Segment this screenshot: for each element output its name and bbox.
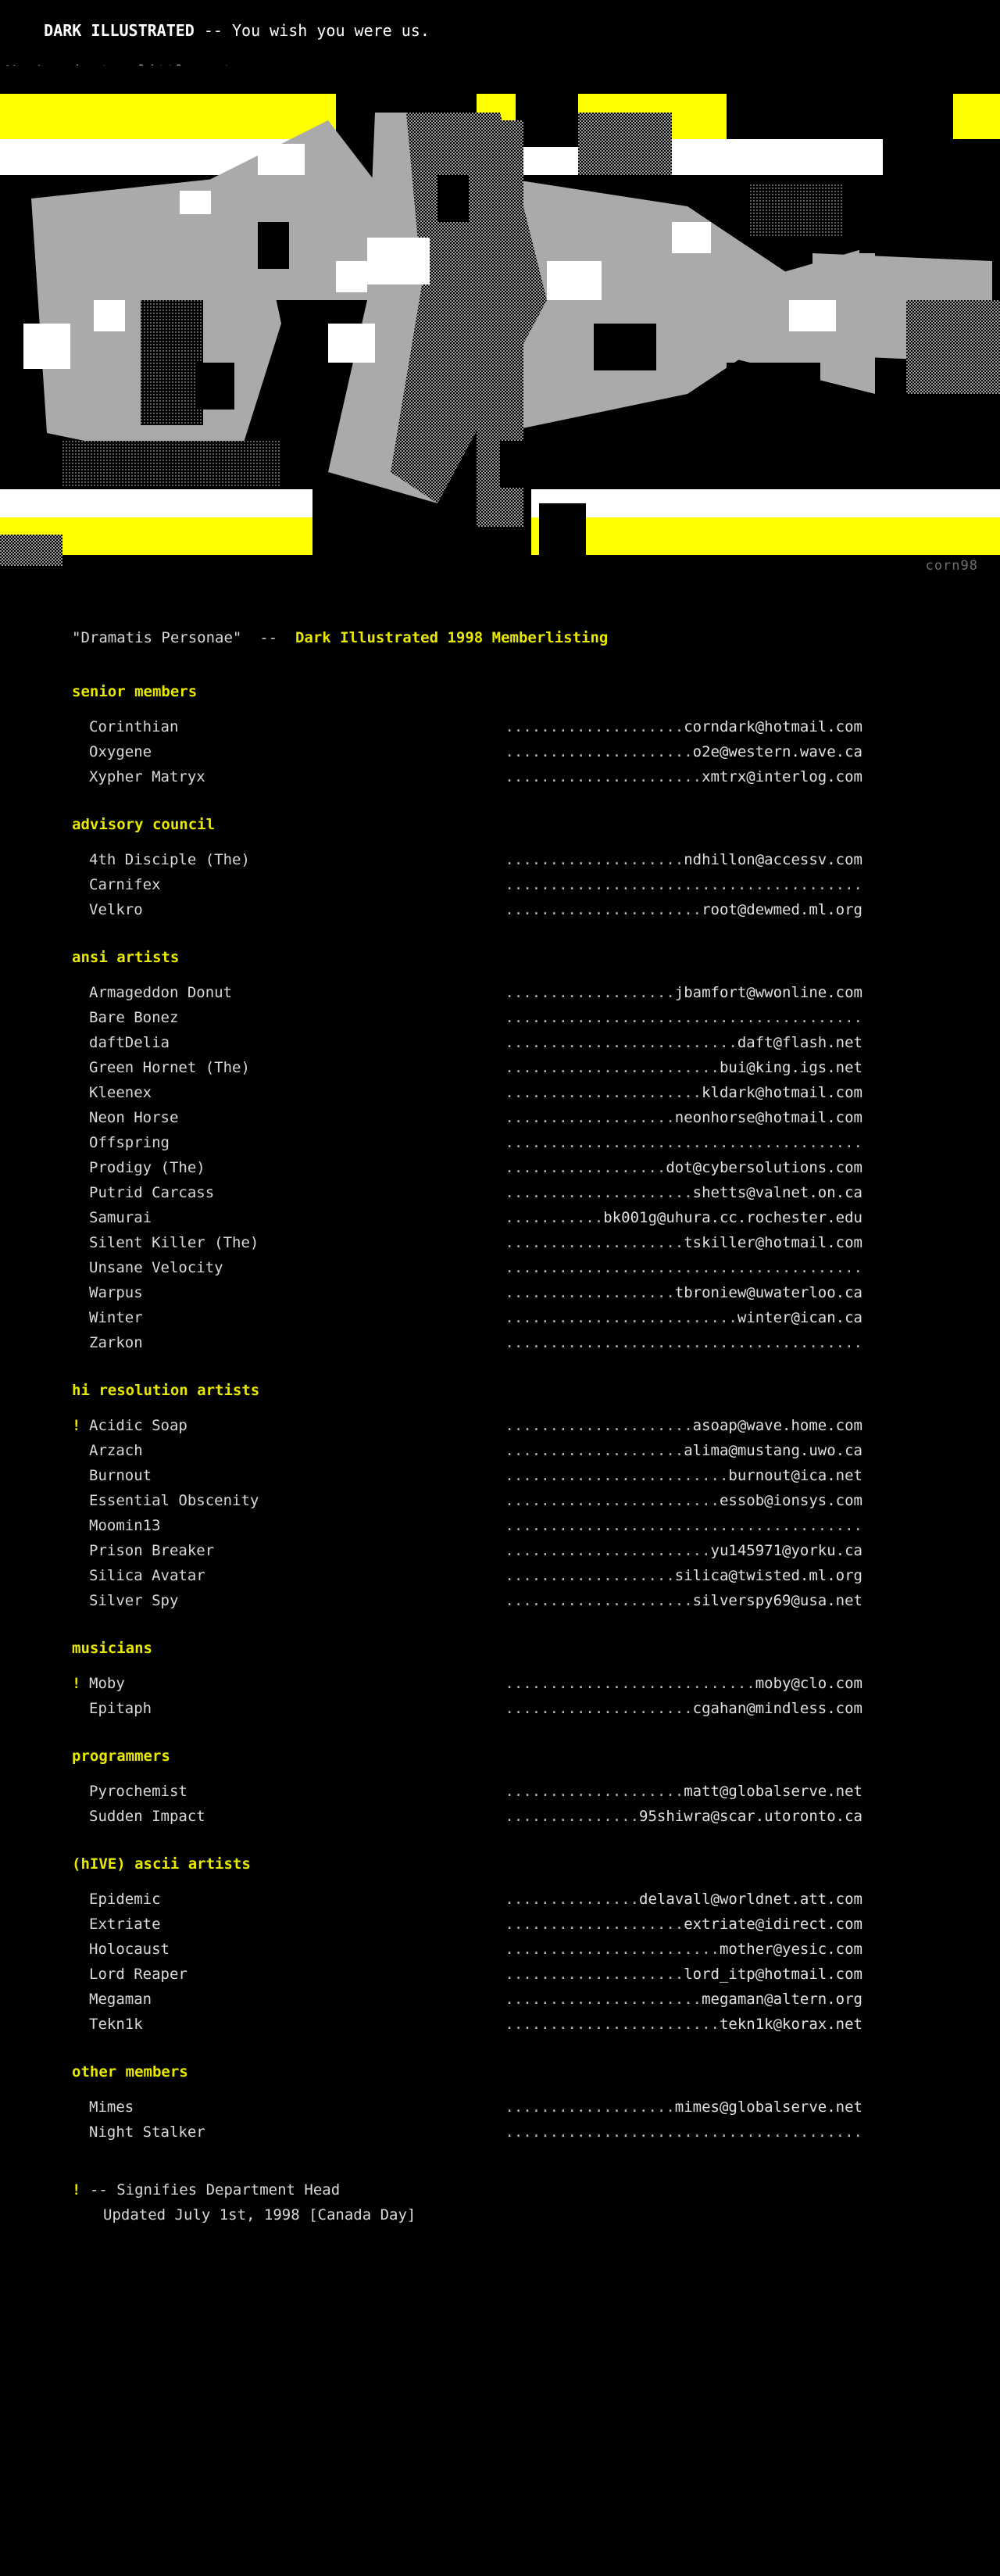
member-row [72,714,1000,739]
row-marker-spacer [72,1305,89,1330]
row-marker-spacer [72,847,89,872]
row-marker-spacer [72,1180,89,1205]
member-email-cell [409,1463,862,1488]
member-email-cell [409,1887,862,1912]
member-email[interactable]: tekn1k@korax.net [719,2016,862,2033]
leader-dots: ........................ [505,1492,720,1509]
member-email-cell [409,1130,862,1155]
member-email-cell [409,1330,862,1355]
member-name: Moomin13 [89,1517,161,1534]
member-email[interactable]: winter@ican.ca [737,1309,862,1326]
member-name: Mimes [89,2098,134,2116]
member-row [72,1255,1000,1280]
member-name: Burnout [89,1467,152,1484]
member-email[interactable]: yu145971@yorku.ca [710,1542,862,1559]
member-email-cell [409,714,862,739]
section [0,813,1000,922]
leader-dots: .................... [505,851,684,868]
member-email[interactable]: 95shiwra@scar.utoronto.ca [639,1808,862,1825]
section [0,2060,1000,2145]
member-name: Bare Bonez [89,1009,179,1026]
member-row [72,2095,1000,2120]
leader-dots: ................... [505,2098,675,2116]
row-marker-spacer [72,714,89,739]
leader-dots: ................... [505,1567,675,1584]
member-email[interactable]: extriate@idirect.com [684,1916,862,1933]
member-name: Acidic Soap [89,1417,188,1434]
member-name: Night Stalker [89,2123,205,2141]
leader-dots: ....................... [505,1542,711,1559]
member-name: Lord Reaper [89,1966,188,1983]
member-email-cell [409,1937,862,1962]
member-row [72,1912,1000,1937]
member-rows [72,1779,1000,1829]
leader-dots: ...................... [505,901,702,918]
section [0,946,1000,1355]
leader-dots: ........................................ [505,876,862,893]
member-row [72,1080,1000,1105]
member-email-cell [409,1055,862,1080]
row-marker-spacer [72,1255,89,1280]
member-rows [72,2095,1000,2145]
row-marker-spacer [72,1230,89,1255]
member-email[interactable]: silverspy69@usa.net [692,1592,862,1609]
member-email[interactable]: megaman@altern.org [702,1991,862,2008]
leader-dots: ........................................ [505,1134,862,1151]
member-row [72,1779,1000,1804]
memberlist-body [0,625,1000,2274]
member-name: Xypher Matryx [89,768,205,785]
leader-dots: ......................... [505,1467,729,1484]
member-row [72,1055,1000,1080]
member-row [72,1030,1000,1055]
leader-dots: ............... [505,1891,640,1908]
member-email[interactable]: delavall@worldnet.att.com [639,1891,862,1908]
member-email[interactable]: mother@yesic.com [719,1941,862,1958]
member-email[interactable]: tbroniew@uwaterloo.ca [674,1284,862,1301]
leader-dots: ........................................ [505,2123,862,2141]
row-marker-spacer [72,1912,89,1937]
member-email[interactable]: cgahan@mindless.com [692,1700,862,1717]
member-email[interactable]: corndark@hotmail.com [684,718,862,735]
member-row [72,980,1000,1005]
section [0,1744,1000,1829]
leader-dots: .................... [505,1916,684,1933]
row-marker-spacer [72,1987,89,2012]
row-marker-spacer [72,980,89,1005]
member-name: Essential Obscenity [89,1492,259,1509]
member-name: Armageddon Donut [89,984,233,1001]
member-email[interactable]: burnout@ica.net [728,1467,862,1484]
member-email-cell [409,1779,862,1804]
member-row [72,1413,1000,1438]
row-marker-spacer [72,1513,89,1538]
member-name: Kleenex [89,1084,152,1101]
leader-dots: .......................... [505,1034,738,1051]
member-email-cell [409,739,862,764]
artist-signature: corn98 [925,558,978,574]
member-email[interactable]: bk001g@uhura.cc.rochester.edu [603,1209,862,1226]
member-email[interactable]: asoap@wave.home.com [692,1417,862,1434]
member-email-cell [409,1588,862,1613]
section-title: musicians [72,1640,152,1657]
member-email-cell [409,2012,862,2037]
member-row [72,1463,1000,1488]
row-marker-spacer [72,1962,89,1987]
member-email-cell [409,1305,862,1330]
member-email[interactable]: o2e@western.wave.ca [692,743,862,760]
row-marker-spacer [72,1130,89,1155]
member-name: Zarkon [89,1334,143,1351]
leader-dots: ........................................ [505,1517,862,1534]
member-row [72,1962,1000,1987]
member-name: Velkro [89,901,143,918]
memberlist-heading [72,625,1000,650]
member-email[interactable]: jbamfort@wwonline.com [674,984,862,1001]
row-marker-spacer [72,1887,89,1912]
row-marker-spacer [72,1438,89,1463]
leader-dots: ........... [505,1209,604,1226]
member-rows [72,1413,1000,1613]
department-head-marker: ! [72,1675,81,1692]
member-row [72,1538,1000,1563]
leader-dots: .................... [505,1234,684,1251]
logo-svg [0,66,1000,566]
leader-dots: ..................... [505,1184,693,1201]
row-marker-spacer [72,1080,89,1105]
member-email-cell [409,1696,862,1721]
leader-dots: ..................... [505,1592,693,1609]
member-name: Extriate [89,1916,161,1933]
member-name: Samurai [89,1209,152,1226]
leader-dots: ..................... [505,1417,693,1434]
member-name: Arzach [89,1442,143,1459]
member-name: Pyrochemist [89,1783,188,1800]
section-title: programmers [72,1748,170,1765]
member-name: Oxygene [89,743,152,760]
member-rows [72,847,1000,922]
member-email-cell [409,1538,862,1563]
updated-line: Updated July 1st, 1998 [Canada Day] [103,2206,416,2224]
member-name: Holocaust [89,1941,170,1958]
member-row [72,1488,1000,1513]
member-name: Unsane Velocity [89,1259,223,1276]
member-rows [72,714,1000,789]
member-email[interactable]: shetts@valnet.on.ca [692,1184,862,1201]
member-row [72,1563,1000,1588]
member-email-cell [409,1671,862,1696]
member-email-cell [409,872,862,897]
member-email-cell [409,1005,862,1030]
department-head-marker: ! [72,1417,81,1434]
sections-container [0,680,1000,2145]
member-email-cell [409,1563,862,1588]
group-title: DARK ILLUSTRATED [44,21,195,40]
leader-dots: ............................ [505,1675,755,1692]
member-email[interactable]: mimes@globalserve.net [674,2098,862,2116]
member-email-cell [409,1438,862,1463]
member-email-cell [409,1804,862,1829]
member-email-cell [409,1030,862,1055]
row-marker-spacer [72,1030,89,1055]
row-marker-spacer [72,1280,89,1305]
leader-dots: .................... [505,1966,684,1983]
row-marker-spacer [72,1155,89,1180]
row-marker-spacer [72,1804,89,1829]
leader-dots: .......................... [505,1309,738,1326]
row-marker-spacer [72,1588,89,1613]
leader-dots: ................... [505,1109,675,1126]
member-name: Offspring [89,1134,170,1151]
row-marker-spacer [72,1779,89,1804]
section [0,680,1000,789]
leader-dots: .................. [505,1159,666,1176]
member-name: Prodigy (The) [89,1159,205,1176]
row-marker-spacer [72,1538,89,1563]
member-row [72,1130,1000,1155]
leader-dots: ........................ [505,1059,720,1076]
member-email[interactable]: neonhorse@hotmail.com [674,1109,862,1126]
leader-dots: ........................................ [505,1259,862,1276]
member-row [72,1230,1000,1255]
leader-dots: ...................... [505,1991,702,2008]
dramatis-quote: "Dramatis Personae" [72,629,242,646]
member-row [72,2012,1000,2037]
member-row [72,872,1000,897]
member-row [72,1305,1000,1330]
leader-dots: .................... [505,718,684,735]
member-name: Epitaph [89,1700,152,1717]
member-name: Neon Horse [89,1109,179,1126]
leader-dots: ...................... [505,768,702,785]
leader-dots: ................... [505,984,675,1001]
member-name: Moby [89,1675,125,1692]
section [0,1637,1000,1721]
row-marker-spacer [72,897,89,922]
member-row [72,1513,1000,1538]
member-email-cell [409,1080,862,1105]
member-row [72,1280,1000,1305]
header-tagline: You wish you were us. [232,21,430,40]
row-marker-spacer [72,2012,89,2037]
member-email-cell [409,1280,862,1305]
section-title: other members [72,2063,188,2080]
member-email-cell [409,1180,862,1205]
member-name: Carnifex [89,876,161,893]
leader-dots: ........................ [505,2016,720,2033]
member-email-cell [409,1488,862,1513]
row-marker-spacer [72,2120,89,2145]
leader-dots: .................... [505,1783,684,1800]
member-email[interactable]: bui@king.igs.net [719,1059,862,1076]
member-email[interactable]: matt@globalserve.net [684,1783,862,1800]
member-name: Sudden Impact [89,1808,205,1825]
row-marker-spacer [72,2095,89,2120]
leader-dots: ........................................ [505,1334,862,1351]
member-email-cell [409,897,862,922]
member-email-cell [409,2120,862,2145]
member-row [72,1696,1000,1721]
row-marker-spacer [72,1105,89,1130]
member-email[interactable]: essob@ionsys.com [719,1492,862,1509]
member-name: Silver Spy [89,1592,179,1609]
member-email-cell [409,2095,862,2120]
leader-dots: ..................... [505,743,693,760]
member-row [72,1205,1000,1230]
member-name: Tekn1k [89,2016,143,2033]
member-row [72,1937,1000,1962]
row-marker-spacer [72,1563,89,1588]
legend-text: -- Signifies Department Head [80,2181,341,2199]
row-marker-spacer [72,1205,89,1230]
row-marker-spacer [72,872,89,897]
member-email[interactable]: kldark@hotmail.com [702,1084,862,1101]
legend-marker: ! [72,2181,81,2199]
member-email-cell [409,1962,862,1987]
section [0,1852,1000,2037]
member-name: Epidemic [89,1891,161,1908]
member-rows [72,980,1000,1355]
member-email[interactable]: ndhillon@accessv.com [684,851,862,868]
member-rows [72,1671,1000,1721]
member-row [72,1155,1000,1180]
section-title: (hIVE) ascii artists [72,1855,251,1873]
member-row [72,1588,1000,1613]
member-name: Megaman [89,1991,152,2008]
member-email-cell [409,847,862,872]
member-email-cell [409,1230,862,1255]
leader-dots: ...................... [505,1084,702,1101]
member-name: 4th Disciple (The) [89,851,250,868]
row-marker-spacer [72,764,89,789]
member-name: Putrid Carcass [89,1184,215,1201]
section-title: senior members [72,683,198,700]
member-name: Winter [89,1309,143,1326]
member-email-cell [409,1105,862,1130]
row-marker-spacer [72,1005,89,1030]
member-rows [72,1887,1000,2037]
member-row [72,739,1000,764]
member-row [72,2120,1000,2145]
section-title: advisory council [72,816,216,833]
leader-dots: ..................... [505,1700,693,1717]
member-name: Prison Breaker [89,1542,215,1559]
leader-dots: ........................................ [505,1009,862,1026]
leader-dots: .................... [505,1442,684,1459]
member-email-cell [409,1205,862,1230]
member-row [72,1180,1000,1205]
row-marker-spacer [72,1696,89,1721]
member-name: daftDelia [89,1034,170,1051]
dramatis-dash: -- [241,629,295,646]
member-email[interactable]: tskiller@hotmail.com [684,1234,862,1251]
member-row [72,1887,1000,1912]
footer-legend [72,2177,1000,2227]
row-marker-spacer [72,1937,89,1962]
header-separator: -- [194,21,232,40]
section-title: hi resolution artists [72,1382,260,1399]
member-email-cell [409,1413,862,1438]
ansi-logo-artwork [0,66,1000,566]
row-marker-spacer [72,1055,89,1080]
member-email[interactable]: alima@mustang.uwo.ca [684,1442,862,1459]
member-row [72,1438,1000,1463]
member-email[interactable]: xmtrx@interlog.com [702,768,862,785]
member-row [72,1005,1000,1030]
member-row [72,1804,1000,1829]
member-email[interactable]: moby@clo.com [755,1675,862,1692]
member-row [72,847,1000,872]
member-row [72,1105,1000,1130]
row-marker-spacer [72,1463,89,1488]
member-email[interactable]: dot@cybersolutions.com [666,1159,862,1176]
member-name: Silent Killer (The) [89,1234,259,1251]
member-name: Green Hornet (The) [89,1059,250,1076]
section-title: ansi artists [72,949,180,966]
member-email-cell [409,1912,862,1937]
member-email-cell [409,1155,862,1180]
row-marker-spacer [72,1488,89,1513]
dramatis-title: Dark Illustrated 1998 Memberlisting [295,629,609,646]
member-name: Warpus [89,1284,143,1301]
row-marker-spacer [72,739,89,764]
member-email-cell [409,980,862,1005]
leader-dots: ................... [505,1284,675,1301]
member-row [72,1330,1000,1355]
leader-dots: ........................ [505,1941,720,1958]
leader-dots: ............... [505,1808,640,1825]
member-row [72,764,1000,789]
member-email-cell [409,1255,862,1280]
member-row [72,897,1000,922]
member-email[interactable]: lord_itp@hotmail.com [684,1966,862,1983]
member-name: Silica Avatar [89,1567,205,1584]
member-email-cell [409,764,862,789]
member-email[interactable]: daft@flash.net [737,1034,862,1051]
member-email-cell [409,1987,862,2012]
member-email-cell [409,1513,862,1538]
member-email[interactable]: silica@twisted.ml.org [674,1567,862,1584]
row-marker-spacer [72,1330,89,1355]
member-row [72,1671,1000,1696]
member-row [72,1987,1000,2012]
section [0,1379,1000,1613]
member-name: Corinthian [89,718,179,735]
member-email[interactable]: root@dewmed.ml.org [702,901,862,918]
